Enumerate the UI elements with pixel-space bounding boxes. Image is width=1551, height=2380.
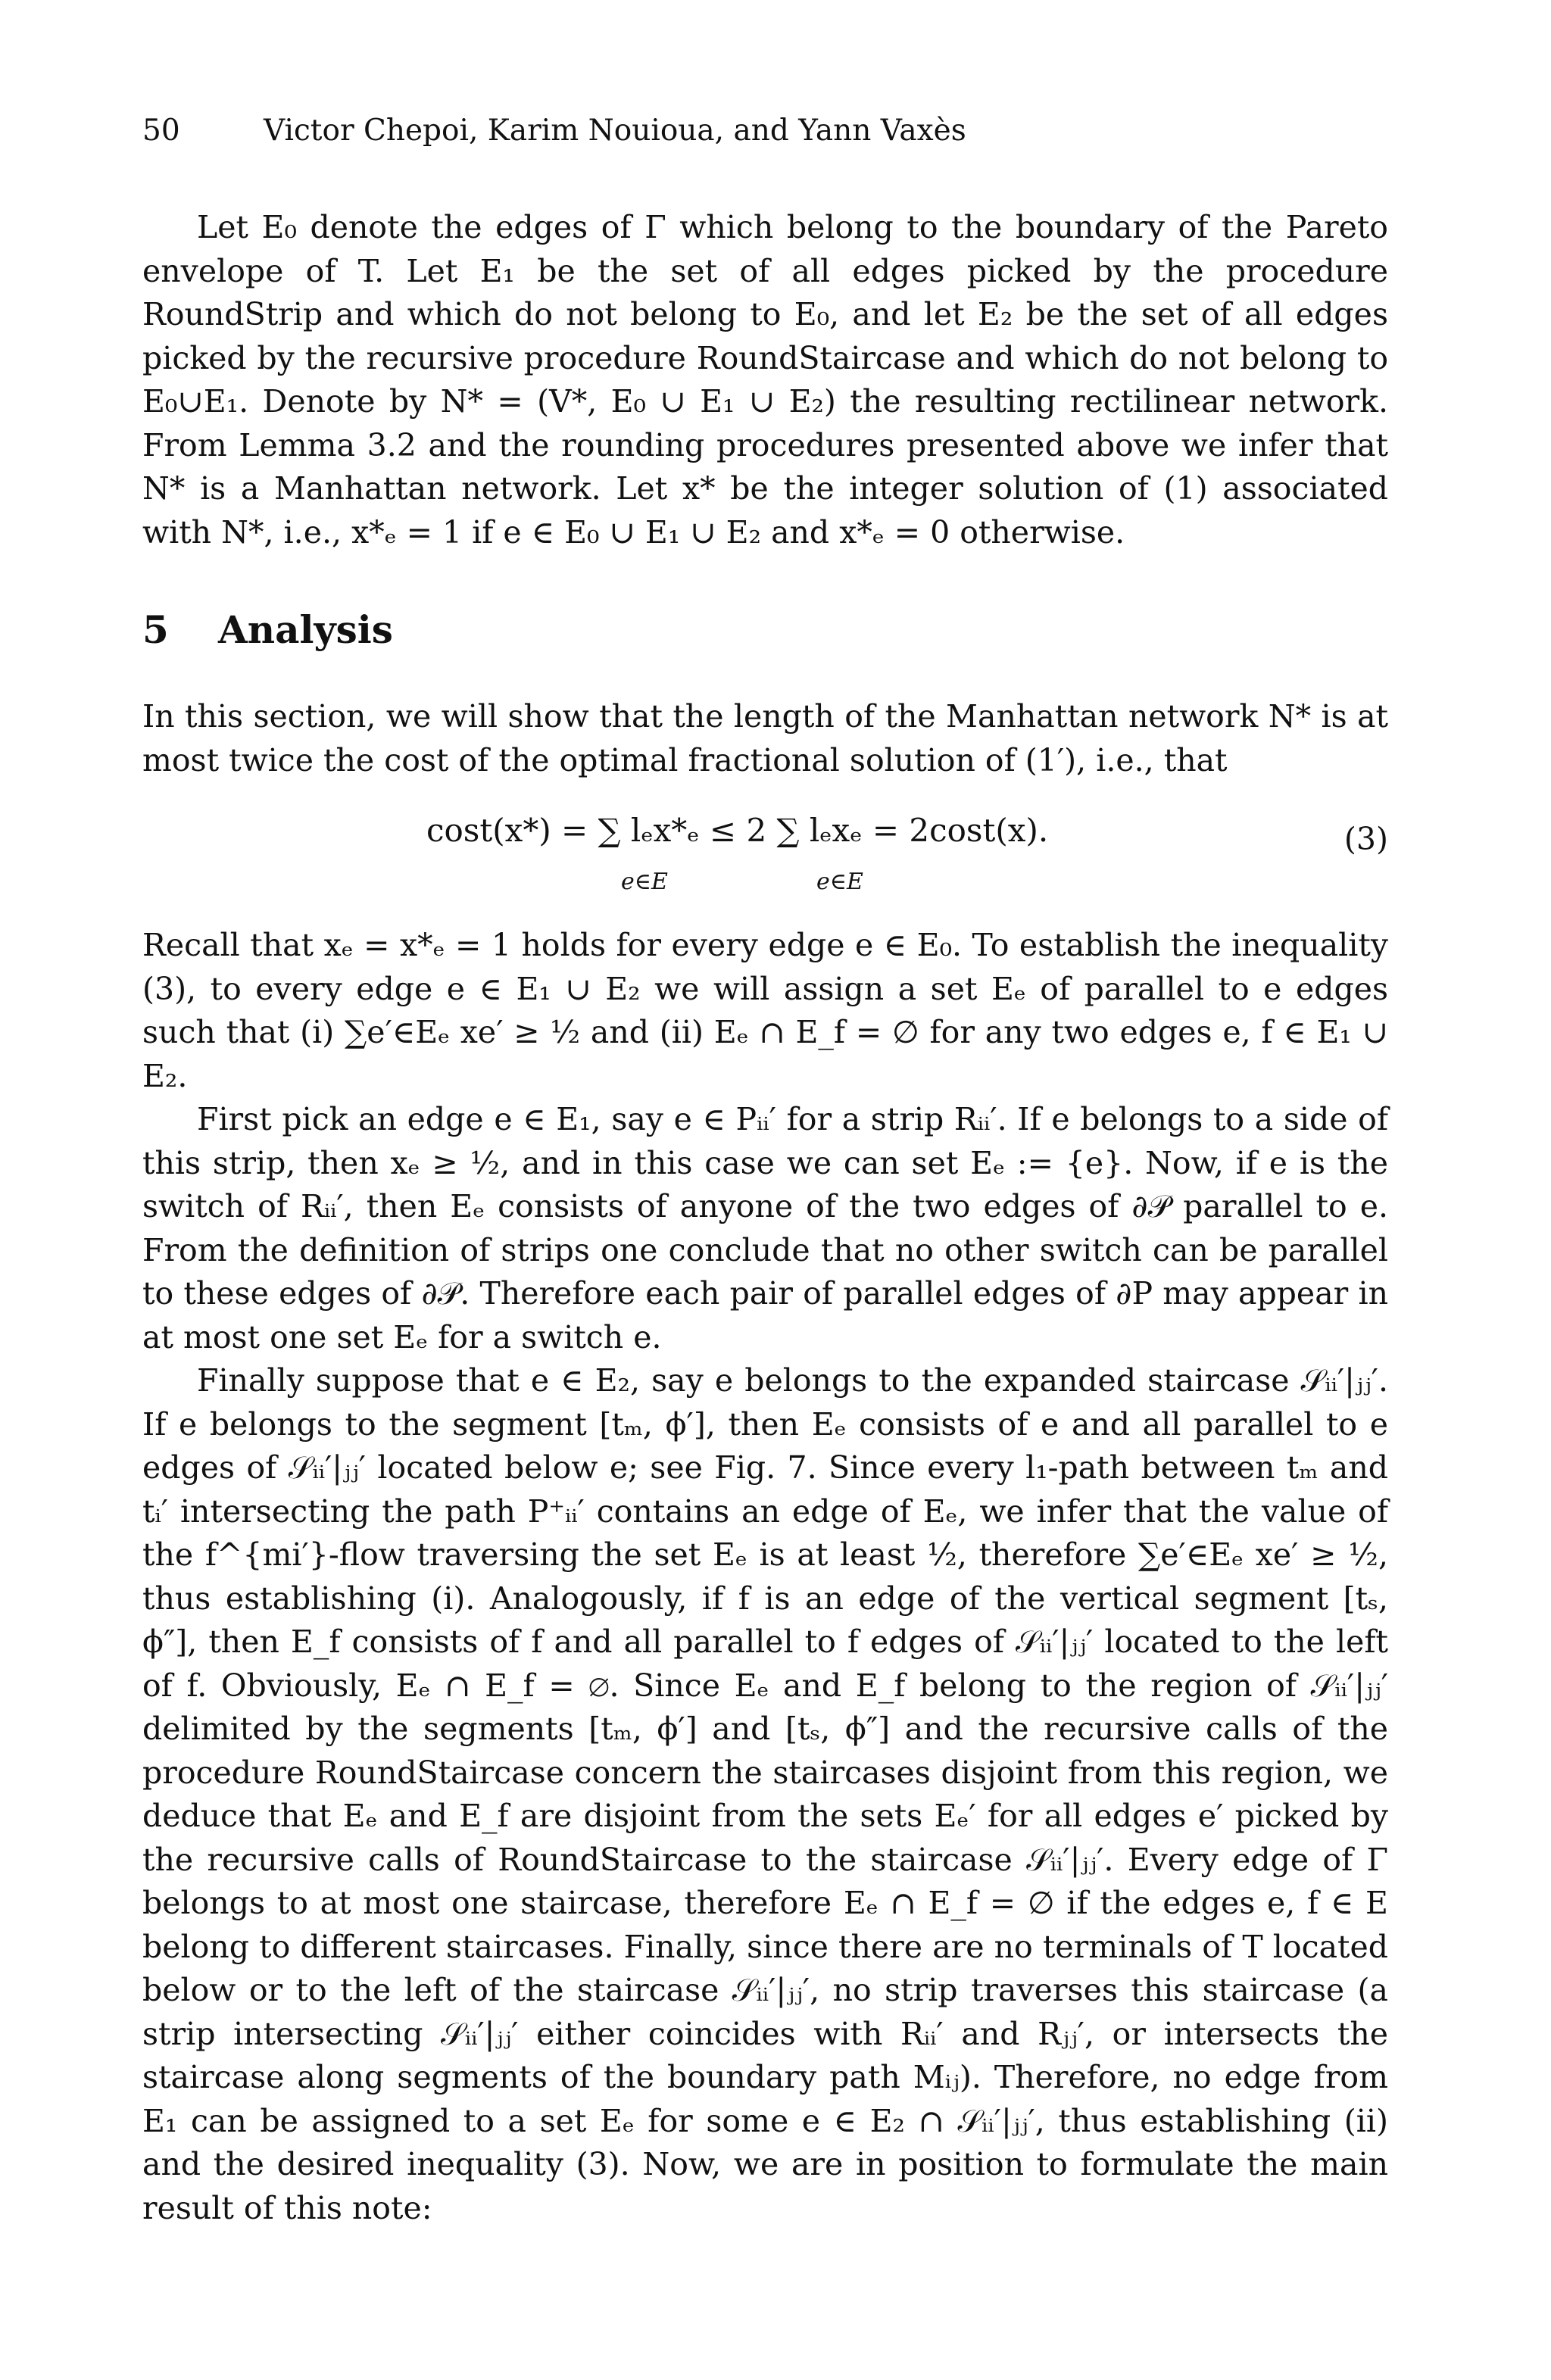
header-authors: Victor Chepoi, Karim Nouioua, and Yann Vaxès (264, 114, 966, 148)
paragraph-recall: Recall that xₑ = x*ₑ = 1 holds for every edge e ∈ E₀. To establish the inequality (3), to every edge e ∈ E₁ ∪ E₂ we will assign a set Eₑ of parallel to e edges such that (i) ∑e′∈Eₑ xe′ ≥ ½ and (ii) Eₑ ∩ E_f = ∅ for any two edges e, f ∈ E₁ ∪ E₂. (142, 927, 1388, 1094)
section-title: Analysis (218, 607, 393, 652)
paragraph-edge-sets: Let E₀ denote the edges of Γ which belong to the boundary of the Pareto envelope of T. Let E₁ be the set of all edges picked by the procedure RoundStrip and which do not belong to E₀, and let E₂ be the set of all edges picked by the recursive procedure RoundStaircase and which do not belong to E₀∪E₁. Denote by N* = (V*, E₀ ∪ E₁ ∪ E₂) the resulting rectilinear network. From Lemma 3.2 and the rounding procedures presented above we infer that N* is a Manhattan network. Let x* be the integer solution of (1) associated with N*, i.e., x*ₑ = 1 if e ∈ E₀ ∪ E₁ ∪ E₂ and x*ₑ = 0 otherwise. (142, 209, 1388, 551)
display-equation-3 (142, 812, 1388, 895)
equation-sum-index-right: e∈E (816, 869, 863, 895)
paragraph-finally: Finally suppose that e ∈ E₂, say e belongs to the expanded staircase 𝒮ᵢᵢ′|ⱼⱼ′. If e belongs to the segment [tₘ, ϕ′], then Eₑ consists of e and all parallel to e edges of 𝒮ᵢᵢ′|ⱼⱼ′ located below e; see Fig. 7. Since every l₁-path between tₘ and tᵢ′ intersecting the path P⁺ᵢᵢ′ contains an edge of Eₑ, we infer that the value of the f^{mi′}-flow traversing the set Eₑ is at least ½, therefore ∑e′∈Eₑ xe′ ≥ ½, thus establishing (i). Analogously, if f is an edge of the vertical segment [tₛ, ϕ″], then E_f consists of f and all parallel to f edges of 𝒮ᵢᵢ′|ⱼⱼ′ located to the left of f. Obviously, Eₑ ∩ E_f = ∅. Since Eₑ and E_f belong to the region of 𝒮ᵢᵢ′|ⱼⱼ′ delimited by the segments [tₘ, ϕ′] and [tₛ, ϕ″] and the recursive calls of the procedure RoundStaircase concern the staircases disjoint from this region, we deduce that Eₑ and E_f are disjoint from the sets Eₑ′ for all edges e′ picked by the recursive calls of RoundStaircase to the staircase 𝒮ᵢᵢ′|ⱼⱼ′. Every edge of Γ belongs to at most one staircase, therefore Eₑ ∩ E_f = ∅ if the edges e, f ∈ E belong to different staircases. Finally, since there are no terminals of T located below or to the left of the staircase 𝒮ᵢᵢ′|ⱼⱼ′, no strip traverses this staircase (a strip intersecting 𝒮ᵢᵢ′|ⱼⱼ′ either coincides with Rᵢᵢ′ and Rⱼⱼ′, or intersects the staircase along segments of the boundary path Mᵢⱼ). Therefore, no edge from E₁ can be assigned to a set Eₑ for some e ∈ E₂ ∩ 𝒮ᵢᵢ′|ⱼⱼ′, thus establishing (ii) and the desired inequality (3). Now, we are in position to formulate the main result of this note: (142, 1362, 1388, 2226)
intro-paragraph-block (142, 206, 1388, 554)
section-heading (142, 607, 393, 652)
equation-formula: cost(x*) = ∑ lₑx*ₑ ≤ 2 ∑ lₑxₑ = 2cost(x). (426, 812, 1049, 849)
running-header (142, 114, 966, 148)
paragraph-first-pick: First pick an edge e ∈ E₁, say e ∈ Pᵢᵢ′ for a strip Rᵢᵢ′. If e belongs to a side of this strip, then xₑ ≥ ½, and in this case we can set Eₑ := {e}. Now, if e is the switch of Rᵢᵢ′, then Eₑ consists of anyone of the two edges of ∂𝒫 parallel to e. From the definition of strips one conclude that no other switch can be parallel to these edges of ∂𝒫. Therefore each pair of parallel edges of ∂P may appear in at most one set Eₑ for a switch e. (142, 1101, 1388, 1355)
paragraph-analysis-intro: In this section, we will show that the length of the Manhattan network N* is at most twice the cost of the optimal fractional solution of (1′), i.e., that (142, 698, 1388, 778)
section-number: 5 (142, 607, 169, 652)
equation-number: (3) (1343, 821, 1388, 857)
page-number: 50 (142, 114, 180, 148)
analysis-body-block (142, 924, 1388, 2230)
equation-sum-index-left: e∈E (621, 869, 668, 895)
analysis-intro-block (142, 695, 1388, 782)
